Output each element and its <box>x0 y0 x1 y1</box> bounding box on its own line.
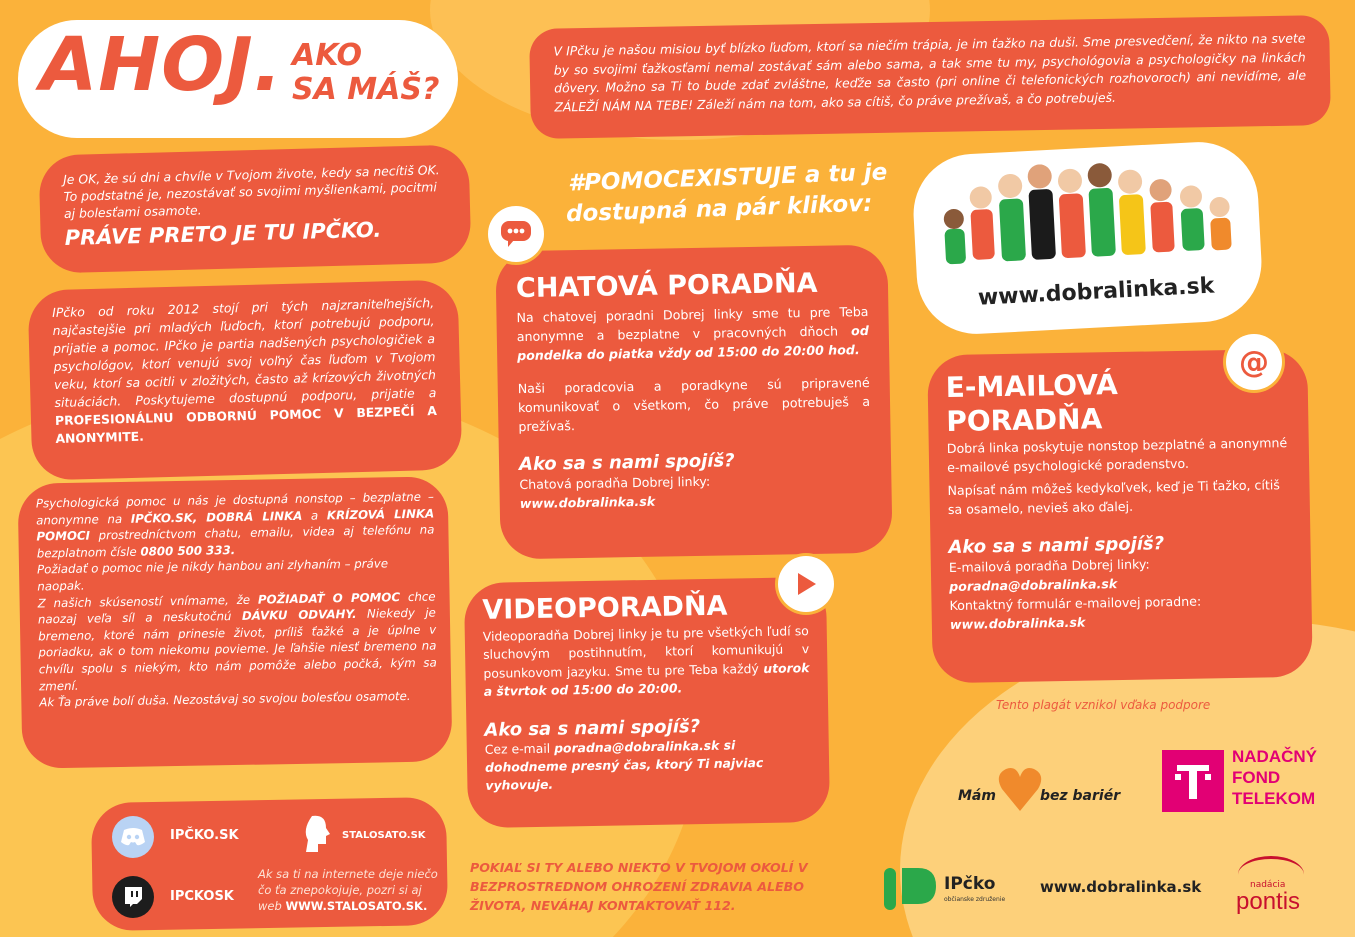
stalosato-logo: STALOSATO.SK <box>342 830 426 841</box>
title-main: AHOJ. <box>40 22 283 108</box>
discord-glyph-icon <box>120 827 146 847</box>
email-contact-text: E-mailová poradňa Dobrej linky: <box>948 556 1150 575</box>
chat-bubble-icon-wrap <box>488 206 544 262</box>
email-text2: Napísať nám môžeš kedykoľvek, keď je Ti ťažko, cítiš sa osamelo, nevieš ako ďalej. <box>947 477 1281 518</box>
chat-text <box>516 302 869 365</box>
help-p3-bold: POŽIADAŤ O POMOC <box>257 589 401 607</box>
help-p3-c: Niekedy je bremeno, ktoré nám prinesie život, príliš ťažké a je úplne v poriadku, ak o tom niekomu povieme. Je ľahšie niesť bremeno na chvíľu spolu s niekým, kto nám pomôže alebo počká, kým sa zmení. <box>38 605 437 693</box>
help-p1-b: a <box>310 508 319 523</box>
video-contact-bold[interactable]: poradna@dobralinka.sk si dohodneme presný čas, ktorý Ti najviac vyhovuje. <box>484 737 764 794</box>
video-text-body: Videoporadňa Dobrej linky je tu pre všetkých ľudí so sluchovým postihnutím, ktorí komunikujú v posunkovom jazyku. Sme tu pre Teba každý <box>482 623 810 681</box>
email-text: Dobrá linka poskytuje nonstop bezplatné a anonymné e-mailové psychologické poradenstvo. <box>946 435 1288 476</box>
emergency-text: POKIAĽ SI TY ALEBO NIEKTO V TVOJOM OKOLÍ V BEZPROSTREDNOM OHROZENÍ ZDRAVIA ALEBO ŽIVOTA, NEVÁHAJ KONTAKTOVAŤ 112. <box>470 860 808 913</box>
sponsors-thanks: Tento plagát vznikol vďaka podpore <box>996 698 1211 712</box>
intro-box <box>39 144 472 273</box>
telekom-logo <box>1162 750 1224 812</box>
discord-handle[interactable]: IPČKO.SK <box>170 828 239 843</box>
intro-text: Je OK, že sú dni a chvíle v Tvojom živote, kedy sa necítiš OK. To podstatné je, nezostávať so svojimi myšlienkami, pocitmi aj bolesťami osamote. <box>62 162 440 221</box>
at-icon: @ <box>1239 344 1269 380</box>
chat-contact-heading: Ako sa s nami spojíš? <box>518 450 735 476</box>
chat-title: CHATOVÁ PORADŇA <box>515 267 818 305</box>
help-phone: 0800 500 333. <box>140 542 236 559</box>
bez-text: bez bariér <box>1040 788 1121 804</box>
stalosato-text <box>258 866 443 914</box>
video-contact-heading: Ako sa s nami spojíš? <box>484 715 701 741</box>
heart-glyph-icon <box>998 765 1042 813</box>
help-p1-c: prostredníctvom chatu, emailu, videa aj telefónu na bezplatnom čísle <box>36 522 435 561</box>
play-icon-wrap <box>778 556 834 612</box>
email-contact-heading: Ako sa s nami spojíš? <box>948 533 1165 558</box>
chat-contact-text: Chatová poradňa Dobrej linky: <box>519 473 711 493</box>
email-contact-email[interactable]: poradna@dobralinka.sk <box>949 576 1118 594</box>
footer-dobralinka[interactable]: www.dobralinka.sk <box>1040 878 1202 896</box>
title-line1: AKO <box>292 38 363 73</box>
telekom-line1: NADAČNÝ <box>1232 747 1317 766</box>
video-contact-a: Cez e-mail <box>484 740 551 757</box>
help-p1-bold2: KRÍZOVÁ LINKA POMOCI <box>36 506 435 544</box>
title-line2: SA MÁŠ? <box>292 72 440 107</box>
head-silhouette-icon <box>302 814 332 854</box>
video-box <box>464 577 830 828</box>
chat-contact-link[interactable]: www.dobralinka.sk <box>519 493 656 512</box>
people-illustration <box>931 154 1242 285</box>
website-badge-text: www.dobralinka.sk <box>977 273 1215 311</box>
email-title1: E-MAILOVÁ <box>945 368 1119 405</box>
hashtag-line2: dostupná na pár klikov: <box>565 190 873 228</box>
telekom-text <box>1232 746 1317 809</box>
telekom-line2: FOND <box>1232 768 1281 787</box>
telekom-line3: TELEKOM <box>1232 789 1316 808</box>
help-p3-b: chce naozaj veľa síl a neskutočnú <box>37 589 436 627</box>
help-p1 <box>36 489 435 562</box>
chat-text-body: Na chatovej poradni Dobrej linky sme tu pre Teba anonymne a bezplatne v pracovných dňoch <box>516 303 869 345</box>
discord-icon[interactable] <box>112 816 154 858</box>
twitch-handle[interactable]: IPCKOSK <box>170 889 234 904</box>
at-icon-wrap <box>1226 334 1282 390</box>
heart-icon <box>998 765 1042 817</box>
hashtag-line1: #POMOCEXISTUJE a tu je <box>567 159 888 197</box>
stalosato-icon <box>302 814 332 854</box>
help-p2: Požiadať o pomoc nie je nikdy hanbou ani zlyhaním – práve naopak. <box>36 556 389 594</box>
stalosato-text-body: Ak sa ti na internete deje niečo čo ťa znepokojuje, pozri si aj web <box>258 867 438 913</box>
mission-text: V IPčku je našou misiou byť blízko ľuďom, ktorí sa niečím trápia, je im ťažko na duši. Sme presvedčení, že nikto na svete by so svojimi ťažkosťami nemal zostávať sám alebo sama, a tak sme tu my, psychológovia a psychologičky na linkách dôvery. Možno sa Ti to bude zdať zvláštne, keďže sa často (pri online či telefonických rozhovoroch) ani nevidíme, ale ZÁLEŽÍ NÁM NA TEBE! Záleží nám na tom, ako sa cítiš, čo práve prežívaš, a čo potrebuješ. <box>553 30 1307 115</box>
twitch-glyph-icon <box>123 886 143 908</box>
help-box <box>18 476 453 768</box>
chat-text2: Naši poradcovia a poradkyne sú pripravené komunikovať o všetkom, čo práve potrebuješ a prežívaš. <box>517 374 871 435</box>
pontis-small: nadácia <box>1250 880 1286 890</box>
video-contact <box>485 735 812 796</box>
video-title: VIDEOPORADŇA <box>482 590 728 626</box>
mission-box <box>529 15 1331 139</box>
pontis-name: pontis <box>1236 888 1301 915</box>
email-title2: PORADŇA <box>946 402 1103 439</box>
help-p3 <box>37 588 437 694</box>
help-p1-a: Psychologická pomoc u nás je dostupná nonstop – bezplatne – anonymne na <box>35 489 434 528</box>
stalosato-link[interactable]: WWW.STALOSATO.SK. <box>285 899 428 913</box>
ipcko-name: IPčko <box>944 874 996 894</box>
people-icon <box>931 154 1242 285</box>
about-text-body: IPčko od roku 2012 stojí pri tých najzraniteľnejších, najčastejšie pri mladých ľuďoch, ktorí potrebujú podporu, prijatie a pomoc. IPčko je partia nadšených psychologičiek a psychológov, ktorí venujú svoj voľný čas ľuďom v Tvojom veku, ktorí sa ocitli v zložitých, často až krízových životných situáciách. Poskytujeme dostupnú podporu, prijatie a <box>51 295 437 410</box>
about-text <box>52 294 438 448</box>
website-badge <box>911 139 1265 337</box>
chat-box <box>495 245 892 560</box>
help-p4: Ak Ťa práve bolí duša. Nezostávaj so svojou bolesťou osamote. <box>39 689 411 710</box>
intro-heading: PRÁVE PRETO JE TU IPČKO. <box>64 217 382 250</box>
telekom-t-icon <box>1173 759 1213 803</box>
chat-hours: od pondelka do piatka vždy od 15:00 do 20:00 hod. <box>517 322 869 364</box>
email-contact-text2: Kontaktný formulár e-mailovej poradne: <box>949 593 1202 613</box>
ipcko-logo-icon <box>882 866 938 912</box>
ipcko-sub: občianske združenie <box>944 896 1006 903</box>
about-box <box>28 279 463 480</box>
ipcko-logo <box>882 866 938 916</box>
email-box <box>927 349 1313 684</box>
help-p3-a: Z našich skúseností vnímame, že <box>37 592 251 611</box>
chat-bubble-icon <box>500 220 532 248</box>
play-icon <box>794 571 818 597</box>
video-text <box>483 622 810 701</box>
help-p3-bold2: DÁVKU ODVAHY. <box>241 607 357 624</box>
twitch-icon[interactable] <box>112 876 154 918</box>
mam-text: Mám <box>958 788 996 804</box>
email-contact-link[interactable]: www.dobralinka.sk <box>949 614 1086 632</box>
video-hours: utorok a štvrtok od 15:00 do 20:00. <box>483 659 810 700</box>
about-bold: PROFESIONÁLNU ODBORNÚ POMOC V BEZPEČÍ A ANONYMITE. <box>54 402 438 446</box>
help-p1-bold: IPČKO.SK, DOBRÁ LINKA <box>130 508 303 526</box>
